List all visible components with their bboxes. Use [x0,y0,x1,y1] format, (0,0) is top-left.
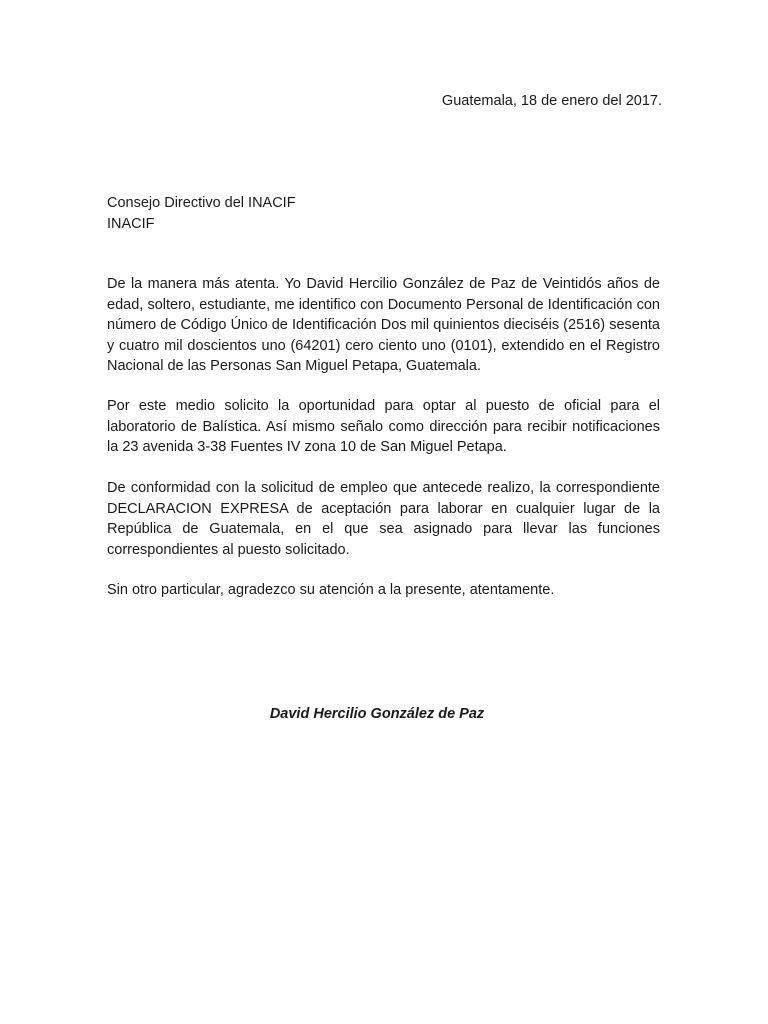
paragraph-request: Por este medio solicito la oportunidad para optar al puesto de oficial para el laboratorio de Balística. Así mismo señalo como dirección para recibir notificaciones la 23 avenida 3-38 Fuentes IV zona 10 de San Miguel Petapa. [107,398,660,456]
recipient-block [107,193,296,234]
signature-name: David Hercilio González de Paz [269,706,485,722]
paragraph-introduction: De la manera más atenta. Yo David Hercilio González de Paz de Veintidós años de edad, soltero, estudiante, me identifico con Documento Personal de Identificación con número de Código Único de Identificación Dos mil quinientos dieciséis (2516) sesenta y cuatro mil doscientos uno (64201) cero ciento uno (0101), extendido en el Registro Nacional de las Personas San Miguel Petapa, Guatemala. [107,276,660,375]
paragraph-closing: Sin otro particular, agradezco su atención a la presente, atentamente. [107,582,555,598]
recipient-organization: INACIF [107,215,155,232]
recipient-name: Consejo Directivo del INACIF [107,195,296,211]
paragraph-declaration: De conformidad con la solicitud de empleo que antecede realizo, la correspondiente DECLARACION EXPRESA de aceptación para laborar en cualquier lugar de la República de Guatemala, en el que sea asignado para llevar las funciones correspondientes al puesto solicitado. [107,480,660,558]
letter-date: Guatemala, 18 de enero del 2017. [441,93,662,109]
